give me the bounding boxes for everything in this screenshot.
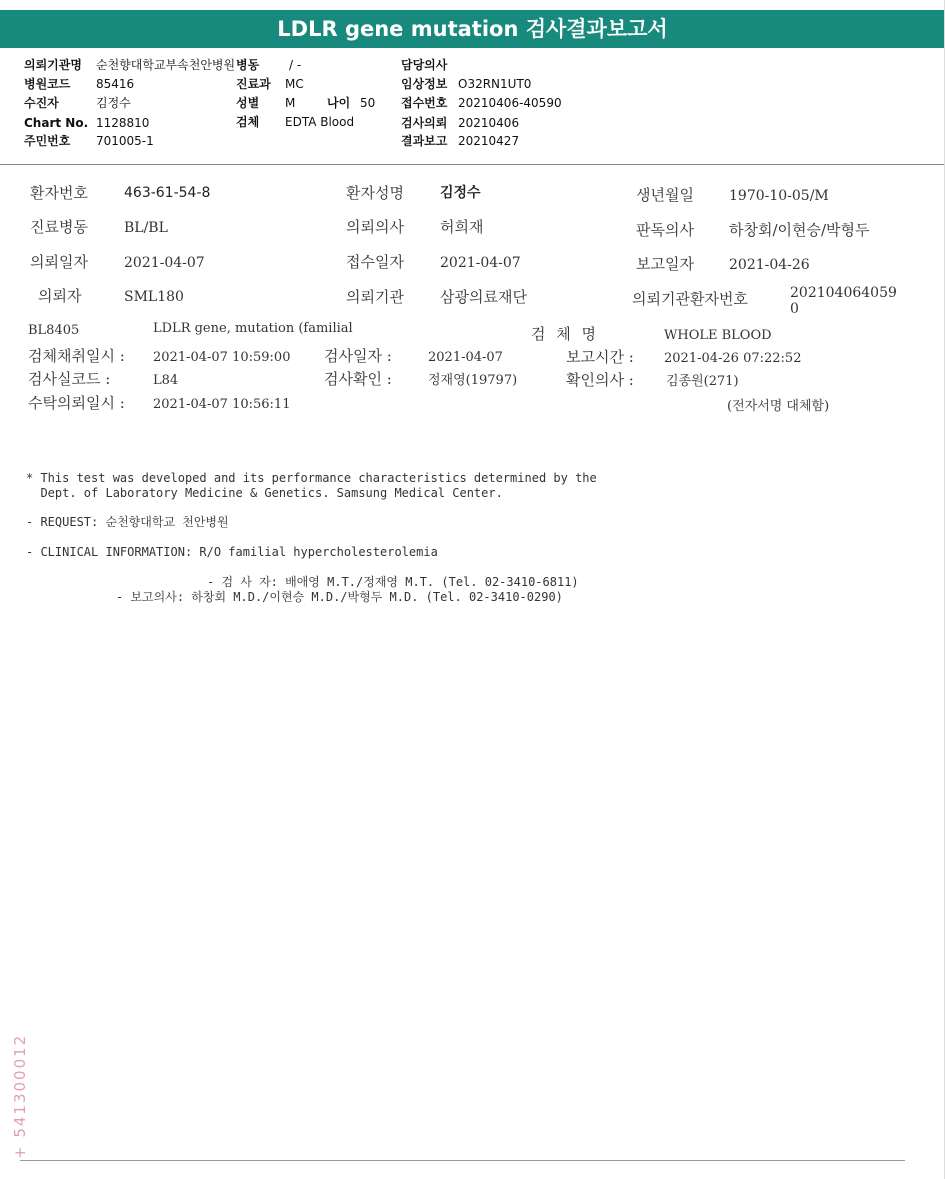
birth-label: 생년월일 xyxy=(636,186,694,204)
reporter-note: - 보고의사: 하창회 M.D./이현승 M.D./박형두 M.D. (Tel. 02-3410-0290) xyxy=(116,590,563,604)
patient-value: 김정수 xyxy=(96,96,131,110)
entrust-label: 수탁의뢰일시 : xyxy=(28,394,125,412)
patient-name-label: 환자성명 xyxy=(346,184,404,202)
specimen-name-label: 검 체 명 xyxy=(531,325,600,343)
report-day-value: 2021-04-26 xyxy=(729,257,810,273)
clinical-info-label: 임상정보 xyxy=(401,77,448,91)
referring-doctor-label: 의뢰의사 xyxy=(346,218,404,236)
hospital-name-value: 순천향대학교부속천안병원 xyxy=(96,58,236,72)
patient-name-value: 김정수 xyxy=(440,185,481,201)
receipt-no-label: 접수번호 xyxy=(401,96,448,110)
request-day-value: 2021-04-07 xyxy=(124,255,205,271)
request-date-label: 검사의뢰 xyxy=(401,116,448,130)
disclaimer-line-2: Dept. of Laboratory Medicine & Genetics. Samsung Medical Center. xyxy=(26,486,503,500)
org-patient-no-label: 의뢰기관환자번호 xyxy=(632,290,748,308)
patient-id-value: 463-61-54-8 xyxy=(124,185,211,201)
patient-id-label: 환자번호 xyxy=(30,184,88,202)
clinical-info-note: - CLINICAL INFORMATION: R/O familial hypercholesterolemia xyxy=(26,545,438,559)
result-date-label: 결과보고 xyxy=(401,134,448,148)
test-date-label: 검사일자 : xyxy=(324,347,392,365)
receipt-no-value: 20210406-40590 xyxy=(458,96,562,110)
department-value: MC xyxy=(285,77,304,91)
confirm-doctor-label: 확인의사 : xyxy=(566,371,634,389)
specimen-name-value: WHOLE BLOOD xyxy=(664,328,772,343)
collect-value: 2021-04-07 10:59:00 xyxy=(153,350,291,365)
footer-divider xyxy=(20,1160,905,1161)
confirm-doctor-value: 김종원(271) xyxy=(666,374,739,389)
hospital-name-label: 의뢰기관명 xyxy=(24,58,82,72)
request-date-value: 20210406 xyxy=(458,116,520,130)
test-name: LDLR gene, mutation (familial xyxy=(153,321,353,336)
request-day-label: 의뢰일자 xyxy=(30,253,88,271)
test-code: BL8405 xyxy=(28,323,80,338)
specimen-value: EDTA Blood xyxy=(285,115,355,129)
report-time-value: 2021-04-26 07:22:52 xyxy=(664,351,802,366)
result-date-value: 20210427 xyxy=(458,134,520,148)
test-confirm-label: 검사확인 : xyxy=(324,370,392,388)
lab-code-label: 검사실코드 : xyxy=(28,370,111,388)
requester-value: SML180 xyxy=(124,289,184,305)
collect-label: 검체채취일시 : xyxy=(28,347,125,365)
birth-value: 1970-10-05/M xyxy=(729,188,829,204)
ward-label: 병동 xyxy=(236,58,260,72)
resident-no-value: 701005-1 xyxy=(96,134,154,148)
test-date-value: 2021-04-07 xyxy=(428,350,503,365)
chart-no-value: 1128810 xyxy=(96,116,150,130)
esign-note: (전자서명 대체함) xyxy=(727,399,830,414)
report-time-label: 보고시간 : xyxy=(566,348,634,366)
org-patient-no-value: 202104064059 xyxy=(790,285,897,301)
tester-note: - 검 사 자: 배애영 M.T./정재영 M.T. (Tel. 02-3410-6811) xyxy=(207,575,579,589)
report-day-label: 보고일자 xyxy=(636,255,694,273)
ward-value: / - xyxy=(289,58,302,72)
request-note: - REQUEST: 순천향대학교 천안병원 xyxy=(26,515,229,529)
age-value: 50 xyxy=(360,96,376,110)
requester-label: 의뢰자 xyxy=(38,287,82,305)
entrust-value: 2021-04-07 10:56:11 xyxy=(153,397,291,412)
referring-doctor-value: 허희재 xyxy=(440,218,484,236)
chart-no-label: Chart No. xyxy=(24,116,89,130)
receipt-day-label: 접수일자 xyxy=(346,253,404,271)
reading-doctor-value: 하창회/이현승/박형두 xyxy=(729,221,870,239)
specimen-label: 검체 xyxy=(236,115,260,129)
requesting-org-value: 삼광의료재단 xyxy=(440,288,527,306)
side-stamp: + 541300012 xyxy=(11,1033,29,1159)
sex-label: 성별 xyxy=(236,96,260,110)
hospital-code-value: 85416 xyxy=(96,77,135,91)
attending-label: 담당의사 xyxy=(401,58,448,72)
department-label: 진료과 xyxy=(236,77,271,91)
ward-code-value: BL/BL xyxy=(124,220,168,236)
clinical-info-value: O32RN1UT0 xyxy=(458,77,532,91)
age-label: 나이 xyxy=(327,96,351,110)
org-patient-no-value-cont: 0 xyxy=(790,301,799,317)
ward-code-label: 진료병동 xyxy=(30,218,88,236)
test-confirm-value: 정재영(19797) xyxy=(428,373,518,388)
report-title: LDLR gene mutation 검사결과보고서 xyxy=(0,10,945,48)
disclaimer-line-1: * This test was developed and its performance characteristics determined by the xyxy=(26,471,597,485)
sex-value: M xyxy=(285,96,296,110)
resident-no-label: 주민번호 xyxy=(24,134,71,148)
lab-code-value: L84 xyxy=(153,373,179,388)
receipt-day-value: 2021-04-07 xyxy=(440,255,521,271)
header-divider xyxy=(0,164,945,165)
patient-label: 수진자 xyxy=(24,96,59,110)
reading-doctor-label: 판독의사 xyxy=(636,221,694,239)
hospital-code-label: 병원코드 xyxy=(24,77,71,91)
requesting-org-label: 의뢰기관 xyxy=(346,288,404,306)
